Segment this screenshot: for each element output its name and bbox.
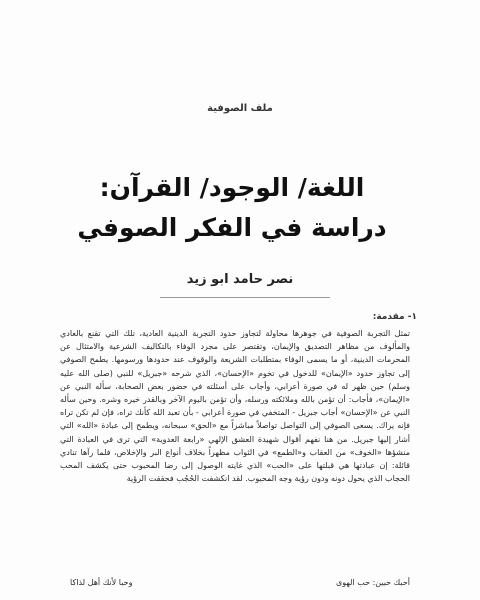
author-name: نصر حامد ابو زيد [186,272,294,287]
poem-verse-left: وحبا لأنك أهل لذاكا [70,578,133,587]
poem-verse [70,578,410,587]
divider [160,297,330,298]
body-paragraph: تمثل التجربة الصوفية في جوهرها محاولة لتجاوز حدود التجربة الدينية العادية، تلك التي تقنع بالعادي والمألوف من مظاهر التصديق والإيمان، وتقتصر على مجرد الوفاء بالتكاليف الشرعية والامتثال عن المحرمات الدينية، أو ما يسمى الوفاء بمتطلبات الشريعة والوقوف عند حدودها ورسومها. يطمح الصوفي إلى تجاوز حدود «الإيمان» للدخول في تخوم «الإحسان»، الذي شرحه «جبريل» للنبي (صلى الله عليه وسلم) حين ظهر له في صورة أعرابي، وأجاب على أسئلته في حضور بعض الصحابة، سأله النبي عن «الإيمان»، فأجاب: أن تؤمن بالله وملائكته ورسله، وأن تؤمن باليوم الآخر وبالقدر خيره وشره. وحين سأله النبي عن «الإحسان» أجاب جبريل - المتخفي في صورة أعرابي - بأن تعبد الله كأنك تراه، فإن لم تكن تراه فإنه يراك. يسعى الصوفي إلى التواصل تواصلاً مباشراً مع «الحق» سبحانه، ويطمح إلى عبادة «الله» التي أشار إليها جبريل. من هنا نفهم أقوال شهيدة العشق الإلهي «رابعة العدوية» التي ترى في العبادة التي منشؤها «الخوف» من العقاب و«الطمع» في الثواب مظهراً بخلاف أنواع البر والإخلاص، فلما رآها تنادي قائلة: إن عبادتها هي قبلتها على «الحب» الذي غايته الوصول إلى رضا المحبوب حتى يكشف المحب الحجاب الذي يحول دونه ودون رؤية وجه المحبوب. لقد انكشفت الحُجُب فحققت الرؤية [60,329,410,484]
article-title-line-1: اللغة/ الوجود/ القرآن: [99,173,365,202]
section-heading: ١- مقدمة: [372,312,417,322]
poem-verse-right: أحبك حبين: حب الهوى [335,578,410,587]
article-title-line-2: دراسة في الفكر الصوفي [77,213,387,242]
section-label: ملف الصوفية [207,103,273,114]
article-title [72,168,392,248]
